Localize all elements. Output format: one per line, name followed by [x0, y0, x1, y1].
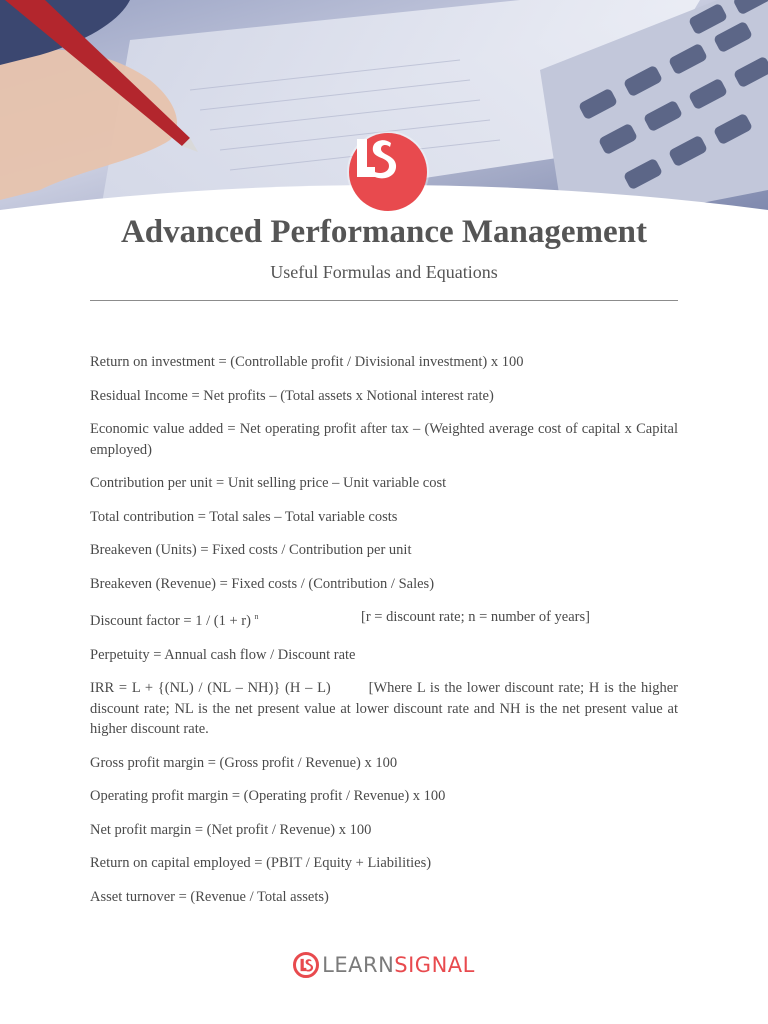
divider [90, 300, 678, 301]
formula-perpetuity: Perpetuity = Annual cash flow / Discount rate [90, 646, 356, 663]
formula-discount-factor-note: [r = discount rate; n = number of years] [361, 609, 590, 625]
formula-discount-factor-exponent: n [254, 612, 259, 621]
ls-logo-icon [349, 133, 427, 211]
ls-mini-logo-glyph [298, 957, 314, 973]
formula-irr: IRR = L + {(NL) / (NL – NH)} (H – L) [90, 680, 331, 696]
formula-total-contribution: Total contribution = Total sales – Total variable costs [90, 508, 398, 525]
formula-roce: Return on capital employed = (PBIT / Equity + Liabilities) [90, 855, 432, 871]
formula-breakeven-revenue: Breakeven (Revenue) = Fixed costs / (Contribution / Sales) [90, 575, 435, 592]
formula-roi: Return on investment = (Controllable profit / Divisional investment) x 100 [90, 354, 524, 370]
formula-irr-note: [Where L is the lower discount rate; H is the higher discount rate; NL is the net present value at lower discount rate and NH is the net present value at higher discount rate. [90, 680, 679, 737]
formula-discount-factor-text: Discount factor = 1 / (1 + r) [90, 613, 251, 629]
formula-eva: Economic value added = Net operating profit after tax – (Weighted average cost of capital x Capital employed) [90, 421, 678, 458]
brand-wordmark [322, 953, 475, 977]
formula-irr-block [90, 678, 678, 740]
formula-residual-income: Residual Income = Net profits – (Total assets x Notional interest rate) [90, 387, 494, 404]
formula-discount-factor-row [90, 607, 678, 632]
formula-contribution-per-unit: Contribution per unit = Unit selling price – Unit variable cost [90, 475, 447, 491]
ls-logo-glyph [349, 133, 399, 183]
formula-breakeven-units: Breakeven (Units) = Fixed costs / Contribution per unit [90, 542, 412, 558]
formula-net-profit-margin: Net profit margin = (Net profit / Revenue) x 100 [90, 821, 372, 838]
brand-signal: SIGNAL [394, 953, 475, 977]
brand-learn: LEARN [322, 953, 395, 977]
formula-operating-profit-margin: Operating profit margin = (Operating profit / Revenue) x 100 [90, 788, 446, 804]
footer-brand [0, 950, 768, 980]
page-title: Advanced Performance Management [120, 214, 648, 250]
header-photo [0, 0, 768, 215]
ls-mini-logo-icon [293, 952, 319, 978]
formula-gross-profit-margin: Gross profit margin = (Gross profit / Revenue) x 100 [90, 754, 398, 771]
formula-list [90, 352, 678, 920]
page-subtitle: Useful Formulas and Equations [270, 262, 498, 282]
formula-asset-turnover: Asset turnover = (Revenue / Total assets) [90, 888, 329, 905]
formula-discount-factor [90, 607, 361, 632]
